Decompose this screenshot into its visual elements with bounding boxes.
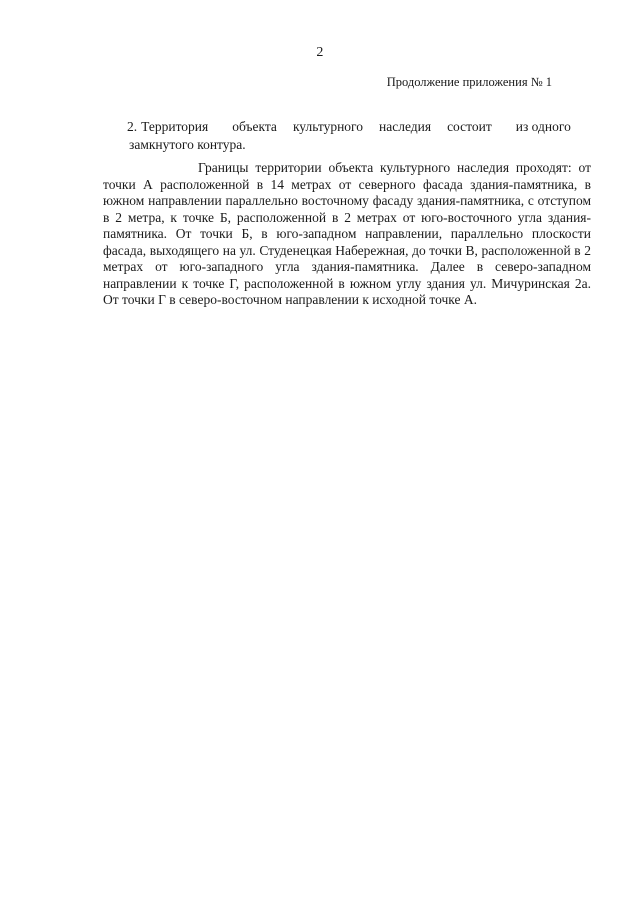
item-word: состоит [447, 119, 492, 134]
appendix-continuation-note: Продолжение приложения № 1 [386, 75, 552, 89]
boundary-description-paragraph: Границы территории объекта культурного наследия проходят: от точки А расположенной в 14 метрах от северного фасада здания-памятника, в южном направлении параллельно восточному фасаду здания-памятника, с отступом в 2 метра, к точке Б, расположенной в 2 метрах от юго-восточного угла здания-памятника. От точки Б, в юго-западном направлении, параллельно плоскости фасада, выходящего на ул. Студенецкая Набережная, до точки В, расположенной в 2 метрах от юго-западного угла здания-памятника. Далее в северо-западном направлении к точке Г, расположенной в южном углу здания ул. Мичуринская 2а. От точки Г в северо-восточном направлении к исходной точке А. [103, 160, 591, 307]
item-heading-line [127, 119, 591, 136]
item-word: Территория [141, 119, 209, 134]
page-number: 2 [316, 45, 324, 60]
item-word: культурного [292, 119, 363, 134]
item-heading-continuation: замкнутого контура. [129, 136, 246, 152]
section-item-2 [103, 119, 591, 322]
item-word: наследия [379, 119, 432, 134]
item-number: 2. [127, 119, 138, 134]
item-word: объекта [232, 119, 277, 134]
item-word: из одного [515, 119, 571, 134]
